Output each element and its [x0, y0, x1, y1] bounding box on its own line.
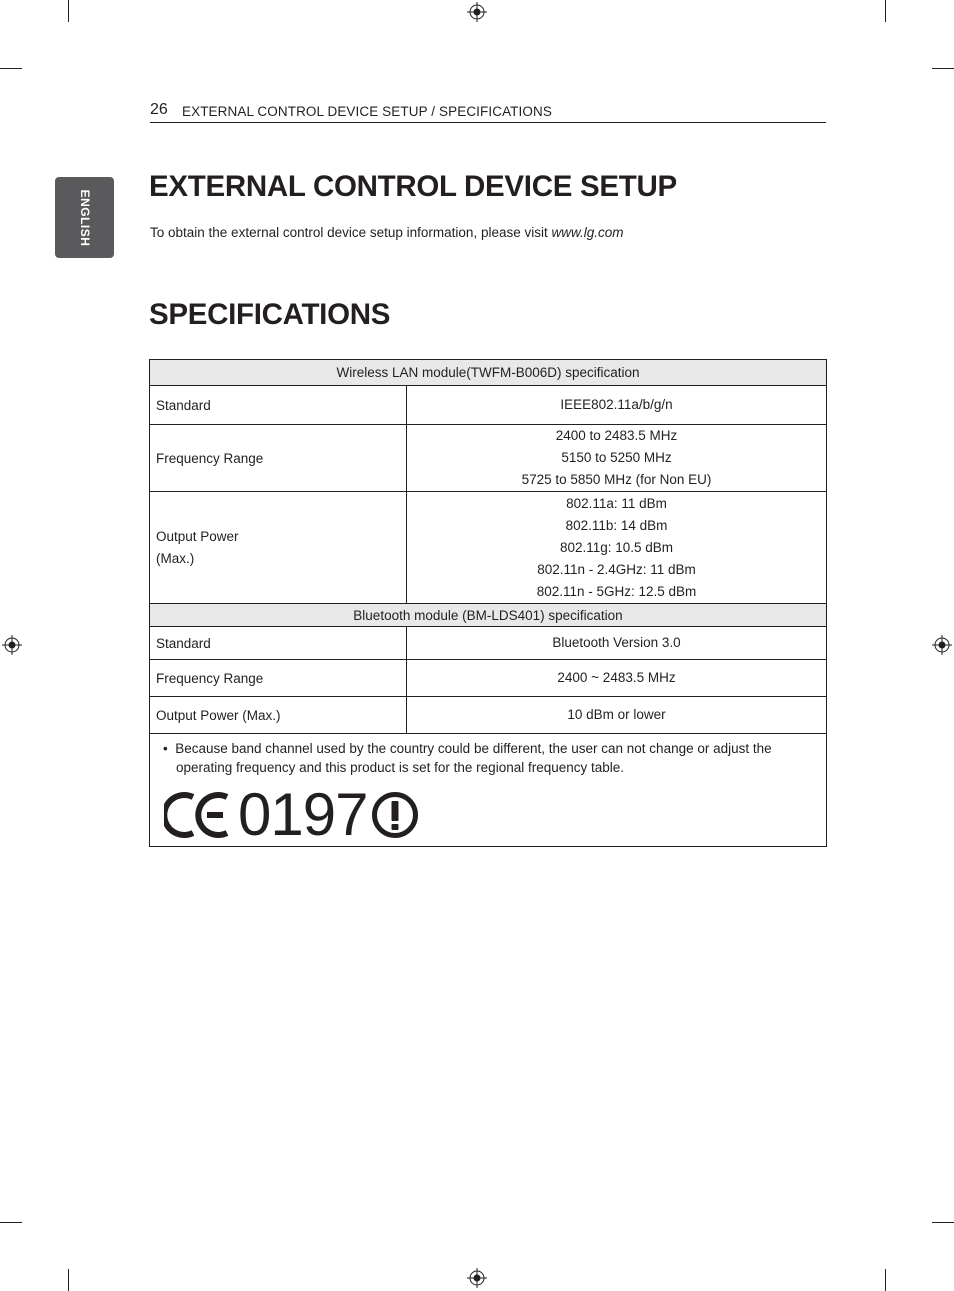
registration-mark-icon: [932, 635, 952, 655]
crop-mark: [885, 1269, 886, 1291]
crop-mark: [0, 68, 22, 69]
table-row: [150, 697, 827, 734]
row-label: [150, 492, 407, 604]
row-value: [407, 386, 827, 425]
row-value-line: Bluetooth Version 3.0: [552, 635, 681, 650]
table-row: [150, 492, 827, 604]
ce-marking: [164, 781, 820, 848]
row-label: [150, 697, 407, 734]
specifications-table: [149, 359, 827, 847]
row-value-line: 10 dBm or lower: [567, 707, 666, 722]
page-number: 26: [150, 101, 168, 118]
table-row: [150, 386, 827, 425]
row-value: [407, 492, 827, 604]
intro-paragraph: [150, 225, 624, 240]
table-row: [150, 627, 827, 660]
row-value-line: 802.11g: 10.5 dBm: [559, 539, 674, 555]
language-tab: [55, 177, 114, 258]
table-section-header: [150, 604, 827, 627]
notified-body-number: 0197: [238, 781, 368, 848]
bluetooth-spec-title: Bluetooth module (BM-LDS401) specification: [150, 604, 827, 627]
note-text: Because band channel used by the country could be different, the user can not change or adjust the operating frequency and this product is set for the regional frequency table.: [175, 741, 772, 775]
row-label: [150, 386, 407, 425]
row-value: [407, 627, 827, 660]
row-label: [150, 627, 407, 660]
row-label-line: Standard: [156, 635, 211, 651]
wireless-spec-title: Wireless LAN module(TWFM-B006D) specification: [150, 360, 827, 386]
row-label: [150, 660, 407, 697]
intro-text: To obtain the external control device setup information, please visit: [150, 225, 552, 240]
crop-mark: [68, 1269, 69, 1291]
specifications-heading: SPECIFICATIONS: [149, 298, 391, 331]
crop-mark: [68, 0, 69, 22]
registration-mark-icon: [467, 1268, 487, 1288]
row-label-line: Output Power: [156, 528, 239, 544]
table-section-header: [150, 360, 827, 386]
table-row: [150, 425, 827, 492]
row-label-line: Standard: [156, 397, 211, 413]
crop-mark: [0, 1222, 22, 1223]
website-link[interactable]: www.lg.com: [551, 225, 624, 240]
row-value-line: 5150 to 5250 MHz: [561, 450, 672, 465]
row-value-line: 802.11n - 5GHz: 12.5 dBm: [536, 583, 697, 599]
row-label-line: Frequency Range: [156, 450, 264, 466]
row-value: [407, 660, 827, 697]
registration-mark-icon: [2, 635, 22, 655]
crop-mark: [932, 68, 954, 69]
crop-mark: [932, 1222, 954, 1223]
row-value: [407, 425, 827, 492]
row-value-line: IEEE802.11a/b/g/n: [560, 397, 673, 412]
external-control-heading: EXTERNAL CONTROL DEVICE SETUP: [149, 170, 677, 203]
crop-mark: [885, 0, 886, 22]
row-value: [407, 697, 827, 734]
table-row: [150, 660, 827, 697]
note-cell: [150, 734, 827, 847]
note-bullet: • Because band channel used by the country could be different, the user can not change or adjust the operating frequency and this product is set for the regional frequency table.: [163, 741, 772, 775]
language-tab-label: ENGLISH: [77, 189, 92, 246]
row-value-line: 802.11b: 14 dBm: [565, 517, 668, 533]
row-label-line: Frequency Range: [156, 670, 264, 686]
registration-mark-icon: [467, 2, 487, 22]
alert-class-icon: [371, 791, 419, 839]
row-value-line: 5725 to 5850 MHz (for Non EU): [521, 472, 712, 487]
row-value-line: 802.11a: 11 dBm: [566, 495, 667, 511]
row-label-line: Output Power (Max.): [156, 707, 281, 723]
running-head: [150, 101, 826, 123]
row-value-line: 2400 ~ 2483.5 MHz: [557, 670, 676, 685]
row-label-line: (Max.): [156, 550, 195, 566]
row-value-line: 802.11n - 2.4GHz: 11 dBm: [537, 561, 696, 577]
ce-mark-icon: [164, 790, 232, 840]
running-head-title: EXTERNAL CONTROL DEVICE SETUP / SPECIFICATIONS: [182, 104, 552, 119]
row-value-line: 2400 to 2483.5 MHz: [555, 428, 678, 443]
note-row: [150, 734, 827, 847]
row-label: [150, 425, 407, 492]
